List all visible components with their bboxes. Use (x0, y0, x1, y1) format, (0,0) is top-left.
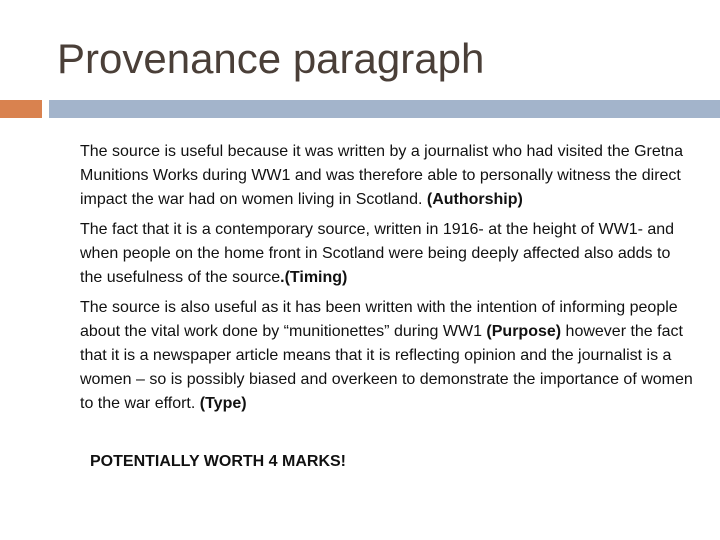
paragraph-authorship (80, 140, 695, 212)
paragraph-text: however the fact that it is a newspaper article means that it is reflecting opinion and the journalist is a women – so is possibly biased and overkeen to demonstrate the importance of women to the war effort. (80, 323, 693, 412)
timing-tag: .(Timing) (280, 269, 348, 286)
paragraph-text: The source is useful because it was written by a journalist who had visited the Gretna Munitions Works during WW1 and was therefore able to personally witness the direct impact the war had on women living in Scotland. (80, 143, 683, 208)
paragraph-text: The fact that it is a contemporary source, written in 1916- at the height of WW1- and when people on the home front in Scotland were being deeply affected also adds to the usefulness of the source (80, 221, 675, 286)
purpose-tag: (Purpose) (486, 323, 562, 340)
paragraph-text: The source is also useful as it has been written with the intention of informing people about the vital work done by “munitionettes” during WW1 (80, 299, 678, 340)
accent-block (0, 100, 42, 118)
paragraph-timing (80, 218, 695, 290)
accent-bar (49, 100, 720, 118)
marks-callout: POTENTIALLY WORTH 4 MARKS! (90, 453, 347, 470)
slide-title: Provenance paragraph (57, 35, 485, 82)
paragraph-purpose-type (80, 296, 695, 416)
authorship-tag: (Authorship) (426, 191, 523, 208)
content-body (80, 140, 695, 422)
type-tag: (Type) (199, 395, 247, 412)
